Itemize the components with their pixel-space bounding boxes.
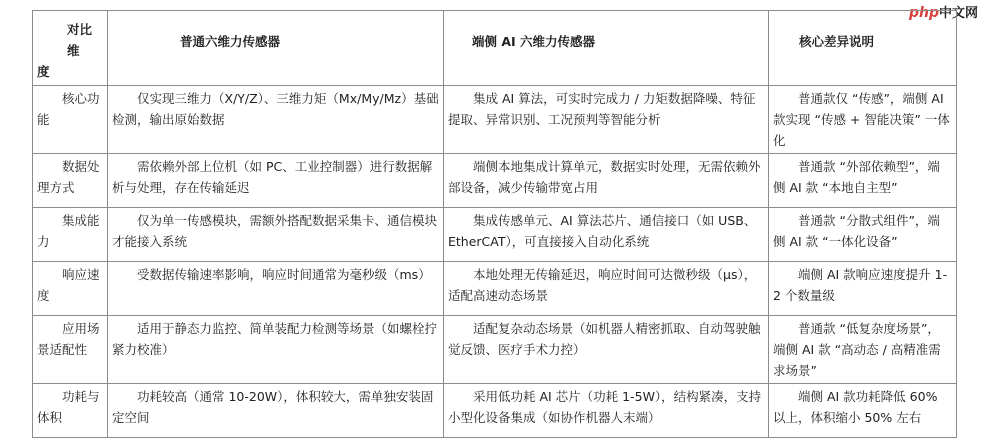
header-edge-ai-sensor: 端侧 AI 六维力传感器 [444,11,769,86]
header-core-difference: 核心差异说明 [769,11,957,86]
row-diff-cell: 端侧 AI 款功耗降低 60% 以上，体积缩小 50% 左右 [769,384,957,438]
row-normal-cell: 受数据传输速率影响，响应时间通常为毫秒级（ms） [108,262,444,316]
row-diff-cell: 普通款 “外部依赖型”，端侧 AI 款 “本地自主型” [769,154,957,208]
watermark-cn: 中文网 [938,6,978,21]
row-normal-cell: 仅为单一传感模块，需额外搭配数据采集卡、通信模块才能接入系统 [108,208,444,262]
row-normal-cell: 适用于静态力监控、简单装配力检测等场景（如螺栓拧紧力校准） [108,316,444,384]
table-row [33,262,957,316]
row-normal-cell: 功耗较高（通常 10-20W），体积较大，需单独安装固定空间 [108,384,444,438]
row-normal-cell: 需依赖外部上位机（如 PC、工业控制器）进行数据解析与处理，存在传输延迟 [108,154,444,208]
header-normal-sensor: 普通六维力传感器 [108,11,444,86]
row-edge-cell: 集成传感单元、AI 算法芯片、通信接口（如 USB、EtherCAT），可直接接入自动化系统 [444,208,769,262]
row-edge-cell: 端侧本地集成计算单元，数据实时处理，无需依赖外部设备，减少传输带宽占用 [444,154,769,208]
row-edge-cell: 本地处理无传输延迟，响应时间可达微秒级（μs），适配高速动态场景 [444,262,769,316]
row-normal-cell: 仅实现三维力（X/Y/Z）、三维力矩（Mx/My/Mz）基础检测，输出原始数据 [108,86,444,154]
row-dimension: 数据处理方式 [33,154,108,208]
comparison-table [32,10,957,438]
table-row [33,208,957,262]
row-edge-cell: 采用低功耗 AI 芯片（功耗 1-5W），结构紧凑，支持小型化设备集成（如协作机器人末端） [444,384,769,438]
header-dimension-line2: 度 [37,64,50,79]
row-diff-cell: 普通款 “分散式组件”，端侧 AI 款 “一体化设备” [769,208,957,262]
comparison-table-wrapper [32,10,957,438]
row-diff-cell: 端侧 AI 款响应速度提升 1-2 个数量级 [769,262,957,316]
header-dimension [33,11,108,86]
row-edge-cell: 适配复杂动态场景（如机器人精密抓取、自动驾驶触觉反馈、医疗手术力控） [444,316,769,384]
row-dimension: 集成能力 [33,208,108,262]
row-dimension: 功耗与体积 [33,384,108,438]
table-row [33,316,957,384]
row-dimension: 应用场景适配性 [33,316,108,384]
row-diff-cell: 普通款仅 “传感”，端侧 AI 款实现 “传感 + 智能决策” 一体化 [769,86,957,154]
table-row [33,86,957,154]
watermark-php: php [908,5,939,21]
row-dimension: 核心功能 [33,86,108,154]
row-diff-cell: 普通款 “低复杂度场景”，端侧 AI 款 “高动态 / 高精准需求场景” [769,316,957,384]
table-header-row [33,11,957,86]
row-edge-cell: 集成 AI 算法，可实时完成力 / 力矩数据降噪、特征提取、异常识别、工况预判等智能分析 [444,86,769,154]
table-row [33,154,957,208]
table-row [33,384,957,438]
row-dimension: 响应速度 [33,262,108,316]
header-dimension-line1: 对比维 [67,22,93,58]
